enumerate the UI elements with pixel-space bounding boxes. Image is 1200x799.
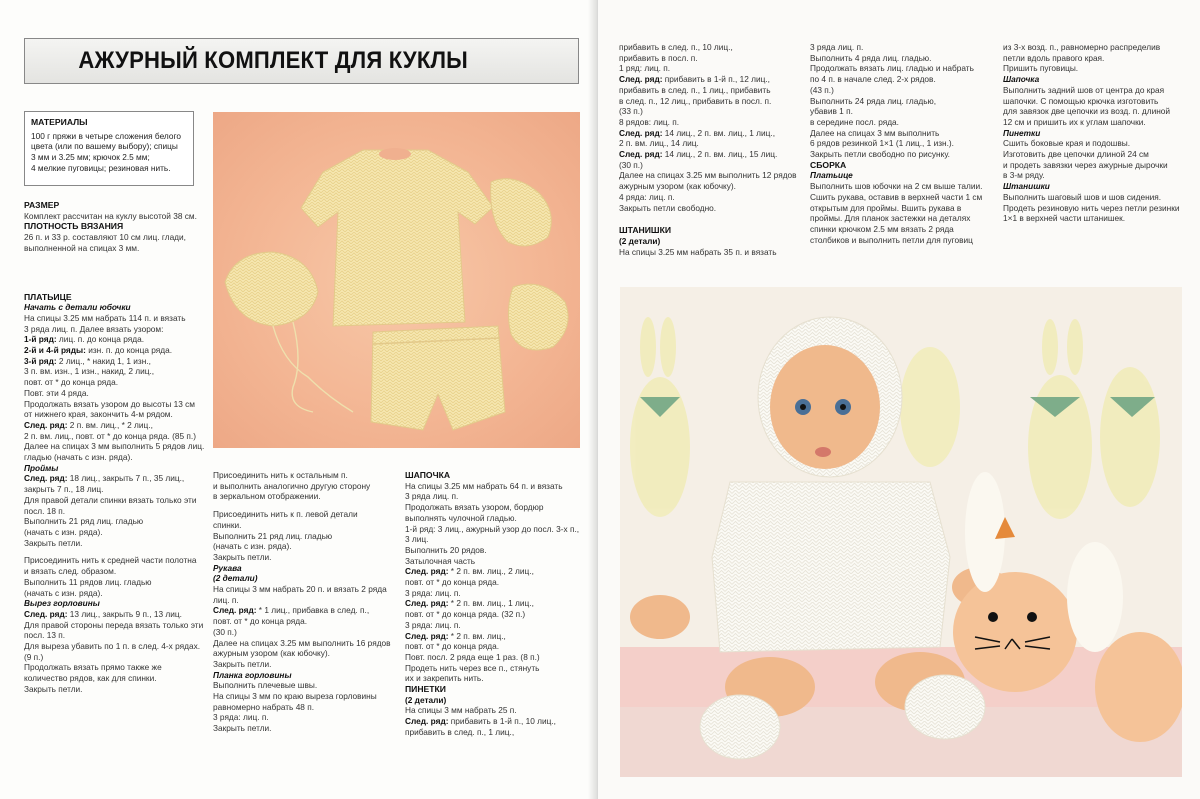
- text-line: На спицы 3 мм набрать 20 п. и вязать 2 ряда: [213, 584, 387, 595]
- text-line: проймы. Для планок застежки на деталях: [810, 213, 971, 224]
- column-4: [619, 42, 804, 257]
- text-line: Для выреза убавить по 1 п. в след. 4-х рядах.: [24, 641, 201, 652]
- gauge-text: [24, 232, 209, 253]
- pants-assembly-subheading: Штанишки: [1003, 181, 1050, 192]
- toy-bunny-head: [953, 572, 1077, 692]
- text-line: закрыть 7 п., 18 лиц.: [24, 484, 104, 495]
- text-line: (30 п.): [213, 626, 237, 637]
- text-line: столбиков и выполнить петли для пуговиц: [810, 234, 973, 245]
- size-heading: РАЗМЕР: [24, 200, 60, 210]
- text-line: 3 ряда: лиц. п.: [213, 712, 269, 723]
- text-line: 3 ряда лиц. п.: [810, 42, 864, 52]
- booties-cont-text: [619, 42, 804, 213]
- materials-heading: МАТЕРИАЛЫ: [31, 117, 88, 127]
- hat-text: [405, 481, 590, 684]
- text-line: Присоединить нить к п. левой детали: [213, 509, 358, 520]
- text-line: Закрыть петли.: [213, 723, 272, 734]
- row-label: След. ряд:: [24, 608, 68, 619]
- left-column: [24, 200, 209, 695]
- row-label: След. ряд:: [405, 716, 449, 727]
- armholes-text: [24, 473, 209, 598]
- text-line: (начать с изн. ряда).: [24, 587, 103, 598]
- bootie-1: [491, 179, 552, 246]
- text-line: Закрыть петли.: [213, 658, 272, 669]
- pants-subheading: (2 детали): [619, 235, 661, 246]
- text-line: от нижнего края, закончить 4-м рядом.: [24, 409, 173, 420]
- text-line: Продолжать вязать узором до высоты 13 см: [24, 398, 195, 409]
- text-line: ажурным узором (как юбочку).: [619, 181, 736, 192]
- text-line: 4 ряда: лиц. п.: [619, 191, 675, 202]
- pants-cont-text: [810, 42, 995, 160]
- text-line: в 3-м ряду.: [1003, 170, 1045, 181]
- booties-heading: ПИНЕТКИ: [405, 684, 446, 695]
- text-line: Далее на спицах 3.25 мм выполнить 16 рядов: [213, 637, 391, 648]
- text-line: 2 п. вм. лиц., 14 лиц.: [619, 138, 699, 149]
- band-subheading: Планка горловины: [213, 669, 292, 680]
- sleeves-subheading-2: (2 детали): [213, 573, 258, 584]
- text-line: (9 п.): [24, 651, 44, 662]
- text-line: 3 мм и 3.25 мм; крючок 2.5 мм;: [31, 152, 150, 163]
- column-5: [810, 42, 995, 245]
- text-line: 8 рядов: лиц. п.: [619, 116, 680, 127]
- text-line: Выполнить шаговый шов и шов сидения.: [1003, 191, 1162, 202]
- text-line: Выполнить шов юбочки на 2 см выше талии.: [810, 181, 983, 192]
- text-line: для завязок две цепочки из возд. п. длиной: [1003, 106, 1171, 117]
- text-line: 1-й ряд: лиц. п. до конца ряда.: [24, 334, 144, 345]
- materials-box: [24, 111, 194, 186]
- hat-assembly-subheading: Шапочка: [1003, 74, 1040, 85]
- text-line: повт. от * до конца ряда.: [213, 616, 308, 627]
- text-line: (43 п.): [810, 84, 834, 95]
- booties-assembly-text: [1003, 138, 1188, 181]
- text-line: по 4 п. в начале след. 2-х рядов.: [810, 74, 936, 85]
- left-page: [0, 0, 598, 799]
- text-line: Далее на спицах 3 мм выполнить: [810, 127, 940, 138]
- text-line: Выполнить 21 ряд лиц. гладью: [24, 516, 144, 527]
- text-line: посл. 18 п.: [24, 505, 66, 516]
- text-line: (начать с изн. ряда).: [213, 541, 292, 552]
- text-line: 1 ряд: лиц. п.: [619, 63, 671, 74]
- text-line: След. ряд: * 2 п. вм. лиц., 2 лиц.,: [405, 566, 534, 577]
- text-line: лиц. п.: [213, 594, 239, 605]
- text-line: 3 ряда лиц. п.: [405, 491, 459, 502]
- text-line: Выполнить 20 рядов.: [405, 544, 487, 555]
- text-line: На спицы 3.25 мм набрать 64 п. и вязать: [405, 480, 563, 491]
- garments-photo: [213, 112, 580, 448]
- text-line: спинки.: [213, 519, 242, 530]
- band-text: [213, 680, 398, 734]
- text-line: шапочки. С помощью крючка изготовить: [1003, 95, 1159, 106]
- skirt-subheading: Начать с детали юбочки: [24, 302, 131, 313]
- text-line: След. ряд: * 1 лиц., прибавка в след. п.,: [213, 605, 370, 616]
- text-line: из 3-х возд. п., равномерно распределив: [1003, 42, 1161, 52]
- gauge-heading: ПЛОТНОСТЬ ВЯЗАНИЯ: [24, 221, 124, 232]
- text-line: и вязать след. образом.: [24, 566, 117, 577]
- text-line: Закрыть петли.: [213, 551, 272, 562]
- text-line: 100 г пряжи в четыре сложения белого: [31, 130, 181, 141]
- column-6: [1003, 42, 1188, 224]
- column-2: [213, 470, 398, 734]
- sleeves-subheading: Рукава: [213, 562, 242, 573]
- text-line: петли вдоль правого края.: [1003, 52, 1105, 63]
- text-line: спинки крючком 2.5 мм вязать 2 ряда: [810, 223, 954, 234]
- text-line: Продеть резиновую нить через петли резинки: [1003, 202, 1180, 213]
- row-label: След. ряд:: [213, 605, 257, 616]
- column-3: [405, 470, 590, 738]
- text-line: След. ряд: 13 лиц., закрыть 9 п., 13 лиц.: [24, 608, 182, 619]
- size-text: [24, 211, 209, 222]
- row-label: След. ряд:: [24, 419, 68, 430]
- text-line: Выполнить 21 ряд лиц. гладью: [213, 530, 333, 541]
- text-line: Выполнить 11 рядов лиц. гладью: [24, 576, 152, 587]
- neck-text: [24, 609, 209, 695]
- text-line: в середине посл. ряда.: [810, 116, 899, 127]
- right-page: [598, 0, 1200, 799]
- text-line: (30 п.): [619, 159, 643, 170]
- text-line: повт. от * до конца ряда.: [405, 577, 500, 588]
- text-line: 2-й и 4-й ряды: изн. п. до конца ряда.: [24, 345, 173, 356]
- text-line: 3 лиц.: [405, 534, 429, 545]
- row-label: 1-й ряд:: [24, 334, 57, 345]
- text-line: Пришить пуговицы.: [1003, 63, 1079, 74]
- text-line: (начать с изн. ряда).: [24, 526, 103, 537]
- text-line: 4 мелкие пуговицы; резиновая нить.: [31, 162, 171, 173]
- assembly-cont-text: [1003, 42, 1188, 74]
- text-line: 1×1 в верхней части штанишек.: [1003, 213, 1126, 224]
- row-label: След. ряд:: [405, 566, 449, 577]
- text-line: открытым для проймы. Вшить рукава в: [810, 202, 962, 213]
- dress-shape: [301, 150, 493, 326]
- text-line: Повт. эти 4 ряда.: [24, 387, 89, 398]
- text-line: На спицы 3 мм набрать 25 п.: [405, 705, 517, 716]
- doll-bootie-left: [700, 695, 780, 759]
- text-line: 2 п. вм. лиц., повт. от * до конца ряда. (85 п.): [24, 430, 196, 441]
- row-label: След. ряд:: [24, 473, 68, 484]
- text-line: [213, 502, 398, 509]
- text-line: прибавить в след. п., 1 лиц., прибавить: [619, 84, 771, 95]
- assembly-text: [810, 181, 995, 245]
- row-label: След. ряд:: [619, 74, 663, 85]
- row-label: След. ряд:: [405, 598, 449, 609]
- text-line: Выполнить 24 ряда лиц. гладью,: [810, 95, 937, 106]
- text-line: Выполнить плечевые швы.: [213, 680, 318, 691]
- text-line: След. ряд: * 2 п. вм. лиц., 1 лиц.,: [405, 598, 534, 609]
- text-line: На спицы 3.25 мм набрать 35 п. и вязать: [619, 246, 777, 257]
- text-line: прибавить в след. п., 10 лиц.,: [619, 42, 733, 52]
- text-line: количество рядов, как для спинки.: [24, 673, 157, 684]
- text-line: Повт. посл. 2 ряда еще 1 раз. (8 п.): [405, 651, 540, 662]
- text-line: След. ряд: 2 п. вм. лиц., * 2 лиц.,: [24, 419, 153, 430]
- text-line: 26 п. и 33 р. составляют 10 см лиц. глади,: [24, 232, 186, 243]
- text-line: Сшить рукава, оставив в верхней части 1 см: [810, 191, 983, 202]
- text-line: Далее на спицах 3 мм выполнить 5 рядов лиц.: [24, 441, 205, 452]
- col2-intro-text: [213, 470, 398, 563]
- text-line: Закрыть петли.: [24, 683, 83, 694]
- text-line: Продолжать вязать лиц. гладью и набрать: [810, 63, 974, 74]
- materials-text: [31, 131, 187, 174]
- text-line: След. ряд: 18 лиц., закрыть 7 п., 35 лиц.,: [24, 473, 185, 484]
- text-line: повт. от * до конца ряда.: [24, 377, 119, 388]
- row-label: 3-й ряд:: [24, 355, 57, 366]
- text-line: След. ряд: * 2 п. вм. лиц.,: [405, 630, 506, 641]
- text-line: выполненной на спицах 3 мм.: [24, 242, 140, 253]
- text-line: повт. от * до конца ряда.: [405, 641, 500, 652]
- text-line: равномерно набрать 48 п.: [213, 701, 315, 712]
- doll-illustration: [620, 287, 1182, 777]
- text-line: прибавить в след. п., 1 лиц.,: [405, 726, 515, 737]
- sleeves-text: [213, 584, 398, 670]
- garments-illustration: [213, 112, 580, 448]
- row-label: След. ряд:: [405, 630, 449, 641]
- text-line: повт. от * до конца ряда. (32 п.): [405, 609, 526, 620]
- text-line: Закрыть петли.: [24, 537, 83, 548]
- text-line: Комплект рассчитан на куклу высотой 38 см.: [24, 210, 197, 221]
- pants-heading: ШТАНИШКИ: [619, 225, 671, 236]
- doll-dress: [712, 482, 950, 652]
- text-line: 3 ряда: лиц. п.: [405, 619, 461, 630]
- neck-subheading: Вырез горловины: [24, 598, 100, 609]
- text-line: На спицы 3 мм по краю выреза горловины: [213, 691, 377, 702]
- text-line: 6 рядов резинкой 1×1 (1 лиц., 1 изн.).: [810, 138, 954, 149]
- row-label: След. ряд:: [619, 149, 663, 160]
- text-line: и выполнить аналогично другую сторону: [213, 480, 371, 491]
- text-line: Сшить боковые края и подошвы.: [1003, 138, 1131, 149]
- booties-text: [405, 705, 590, 737]
- text-line: Продолжать вязать прямо также же: [24, 662, 162, 673]
- text-line: Изготовить две цепочки длиной 24 см: [1003, 149, 1149, 160]
- text-line: 3-й ряд: 2 лиц., * накид 1, 1 изн.,: [24, 355, 151, 366]
- text-line: убавив 1 п.: [810, 106, 853, 117]
- text-line: След. ряд: 14 лиц., 2 п. вм. лиц., 15 лиц.: [619, 149, 778, 160]
- dress-heading: ПЛАТЬИЦЕ: [24, 291, 72, 302]
- text-line: Присоединить нить к остальным п.: [213, 470, 348, 480]
- text-line: Продеть нить через все п., стянуть: [405, 662, 540, 673]
- text-line: в след. п., 12 лиц., прибавить в посл. п.: [619, 95, 772, 106]
- assembly-subheading: Платьице: [810, 170, 853, 181]
- page-title: АЖУРНЫЙ КОМПЛЕКТ ДЛЯ КУКЛЫ: [78, 47, 468, 74]
- pants-text: [619, 247, 804, 258]
- bonnet-shape: [225, 252, 318, 326]
- doll-bootie-right: [905, 675, 985, 739]
- text-line: 3 ряда лиц. п. Далее вязать узором:: [24, 323, 164, 334]
- assembly-heading: СБОРКА: [810, 159, 847, 170]
- armholes-subheading: Проймы: [24, 462, 59, 473]
- row-label: След. ряд:: [619, 127, 663, 138]
- text-line: ажурным узором (как юбочку).: [213, 648, 330, 659]
- text-line: 3 п. вм. изн., 1 изн., накид, 2 лиц.,: [24, 366, 155, 377]
- text-line: След. ряд: прибавить в 1-й п., 12 лиц.,: [619, 74, 770, 85]
- hat-heading: ШАПОЧКА: [405, 470, 451, 480]
- text-line: их и закрепить нить.: [405, 673, 484, 684]
- text-line: [24, 548, 209, 555]
- text-line: Для правой стороны переда вязать только эти: [24, 619, 204, 630]
- text-line: в зеркальном отображении.: [213, 491, 321, 502]
- text-line: Далее на спицах 3.25 мм выполнить 12 рядов: [619, 170, 797, 181]
- text-line: Присоединить нить к средней части полотна: [24, 555, 197, 566]
- text-line: Продолжать вязать узором, бордюр: [405, 502, 544, 513]
- text-line: На спицы 3.25 мм набрать 114 п. и вязать: [24, 312, 186, 323]
- bootie-2: [508, 284, 568, 350]
- text-line: посл. 13 п.: [24, 630, 66, 641]
- text-line: и продеть завязки через ажурные дырочки: [1003, 159, 1168, 170]
- row-label: 2-й и 4-й ряды:: [24, 345, 86, 356]
- text-line: Для правой детали спинки вязать только эти: [24, 494, 197, 505]
- page-title-box: [24, 38, 579, 84]
- text-line: Затылочная часть: [405, 555, 476, 566]
- skirt-text: [24, 313, 209, 463]
- text-line: Выполнить задний шов от центра до края: [1003, 84, 1165, 95]
- text-line: (33 п.): [619, 106, 643, 117]
- text-line: Закрыть петли свободно.: [619, 202, 717, 213]
- text-line: Закрыть петли свободно по рисунку.: [810, 149, 950, 160]
- text-line: выполнять чулочной гладью.: [405, 512, 517, 523]
- hat-assembly-text: [1003, 85, 1188, 128]
- text-line: След. ряд: 14 лиц., 2 п. вм. лиц., 1 лиц.,: [619, 127, 776, 138]
- text-line: 12 см и пришить их к углам шапочки.: [1003, 116, 1146, 127]
- text-line: 1-й ряд: 3 лиц., ажурный узор до посл. 3-х п.,: [405, 523, 580, 534]
- pants-assembly-text: [1003, 192, 1188, 224]
- text-line: Выполнить 4 ряда лиц. гладью.: [810, 52, 932, 63]
- text-line: прибавить в посл. п.: [619, 52, 698, 63]
- booties-subheading: (2 детали): [405, 694, 447, 705]
- text-line: цвета (или по вашему выбору); спицы: [31, 141, 178, 152]
- text-line: След. ряд: прибавить в 1-й п., 10 лиц.,: [405, 716, 556, 727]
- doll-photo: [620, 287, 1182, 777]
- text-line: 3 ряда: лиц. п.: [405, 587, 461, 598]
- booties-assembly-subheading: Пинетки: [1003, 127, 1041, 138]
- text-line: гладью (начать с изн. ряда).: [24, 452, 133, 463]
